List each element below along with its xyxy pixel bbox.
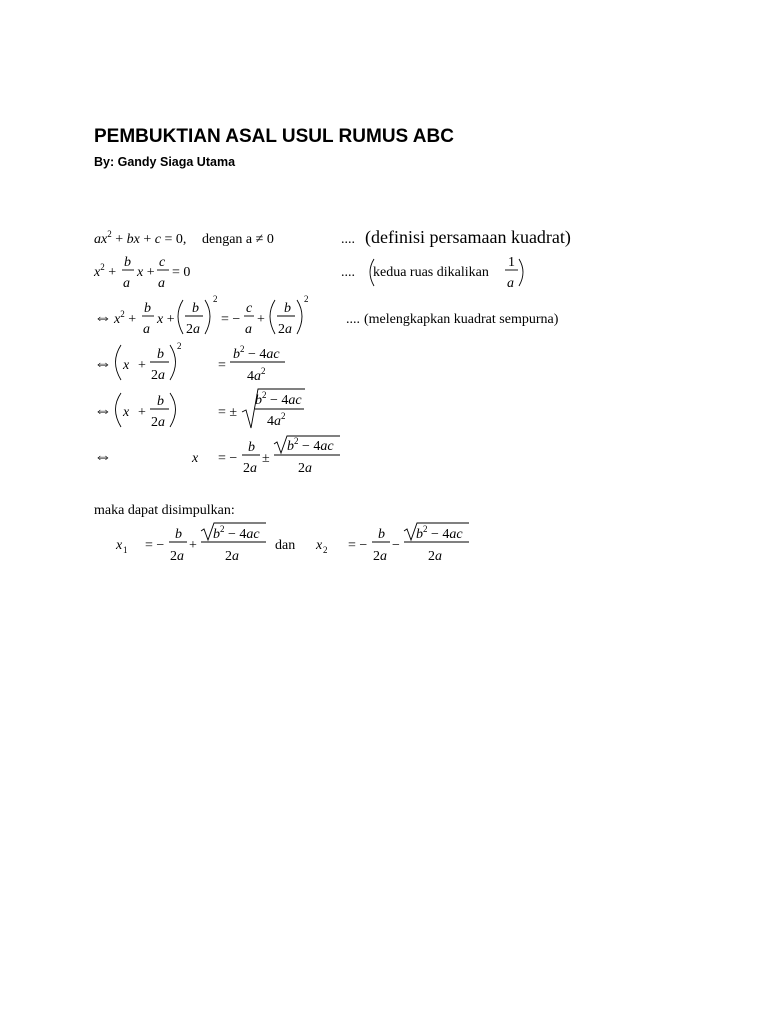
svg-text:b: b	[144, 301, 151, 316]
note-definisi: (definisi persamaan kuadrat)	[365, 227, 571, 247]
svg-text:2: 2	[323, 545, 328, 555]
svg-text:x: x	[116, 538, 123, 553]
svg-text:a: a	[143, 322, 150, 337]
svg-text:x: x	[192, 451, 199, 466]
dengan-condition: dengan a ≠ 0	[202, 232, 274, 247]
note-kedua-ruas: kedua ruas dikalikan	[373, 265, 489, 280]
svg-text:= 0: = 0	[172, 265, 191, 280]
svg-text:b: b	[284, 301, 291, 316]
svg-text:2a: 2a	[428, 549, 442, 564]
svg-text:= −: = −	[218, 451, 238, 466]
svg-text:x +: x +	[157, 312, 175, 327]
svg-text:2: 2	[177, 341, 182, 351]
svg-text:= −: = −	[348, 538, 368, 553]
svg-text:−: −	[392, 538, 400, 553]
svg-text:a: a	[123, 276, 130, 291]
svg-text:2a: 2a	[373, 549, 387, 564]
note-dots-2: ....	[341, 265, 355, 280]
note-dots-3: ....	[346, 312, 360, 327]
svg-text:b2 − 4ac: $b^2 - 4ac$	[255, 390, 302, 408]
svg-text:2a: 2a	[278, 322, 292, 337]
svg-text:a: a	[158, 276, 165, 291]
svg-text:b: b	[192, 301, 199, 316]
equation-line-2	[93, 255, 523, 291]
svg-text:2a: 2a	[170, 549, 184, 564]
svg-text:1: 1	[123, 545, 128, 555]
svg-text:b: b	[157, 394, 164, 409]
svg-text:+: +	[257, 312, 265, 327]
svg-text:x: x	[123, 358, 130, 373]
svg-text:4a2: $4a^2$	[267, 411, 286, 429]
svg-text:x: x	[316, 538, 323, 553]
svg-text:+: +	[138, 405, 146, 420]
svg-text:2: 2	[213, 294, 218, 304]
svg-text:x2 +: $x^2$ +	[94, 262, 117, 280]
equation-line-3	[94, 294, 559, 337]
svg-text:a: a	[507, 276, 514, 291]
svg-text:⇔: ⇔	[94, 446, 112, 466]
svg-text:x: x	[123, 405, 130, 420]
note-melengkapkan: (melengkapkan kuadrat sempurna)	[364, 312, 559, 327]
svg-text:2: 2	[304, 294, 309, 304]
note-dots-1: ....	[341, 232, 355, 247]
svg-text:b: b	[157, 347, 164, 362]
equation-line-4	[94, 341, 285, 384]
svg-text:⇔: ⇔	[94, 353, 112, 373]
svg-text:b2 − 4ac: $b^2 - 4ac$	[416, 524, 463, 542]
svg-text:a: a	[245, 322, 252, 337]
final-formula-x1	[115, 523, 266, 564]
svg-text:2a: 2a	[225, 549, 239, 564]
svg-text:b2 − 4ac: $b^2 - 4ac$	[233, 344, 280, 362]
svg-text:x +: x +	[137, 265, 155, 280]
svg-text:b2 − 4ac: $b^2 - 4ac$	[287, 436, 334, 454]
svg-text:b: b	[175, 527, 182, 542]
document-byline: By: Gandy Siaga Utama	[94, 155, 236, 169]
svg-text:ax2 + bx + c = 0,: $ax^2$ + bx + c = 0,	[94, 229, 187, 247]
svg-text:±: ±	[262, 451, 270, 466]
svg-text:=: =	[218, 358, 226, 373]
final-formula-x2	[315, 523, 469, 564]
svg-text:1: 1	[508, 255, 515, 270]
svg-text:b2 − 4ac: $b^2 - 4ac$	[213, 524, 260, 542]
svg-text:2a: 2a	[243, 461, 257, 476]
equation-line-6	[94, 436, 340, 476]
svg-text:⇔: ⇔	[94, 400, 112, 420]
svg-text:= −: = −	[221, 312, 241, 327]
svg-text:= −: = −	[145, 538, 165, 553]
svg-text:= ±: = ±	[218, 405, 238, 420]
svg-text:c: c	[159, 255, 166, 270]
svg-text:+: +	[189, 538, 197, 553]
svg-text:+: +	[138, 358, 146, 373]
svg-text:2a: 2a	[151, 368, 165, 383]
equation-line-5	[94, 389, 305, 430]
svg-text:b: b	[248, 440, 255, 455]
dan-connector: dan	[275, 538, 296, 553]
svg-text:c: c	[246, 301, 253, 316]
svg-text:2a: 2a	[151, 415, 165, 430]
equation-line-1	[94, 227, 571, 248]
document-title: PEMBUKTIAN ASAL USUL RUMUS ABC	[94, 126, 454, 147]
svg-text:b: b	[378, 527, 385, 542]
svg-text:x2 +: $x^2$ +	[114, 309, 137, 327]
svg-text:b: b	[124, 255, 131, 270]
svg-text:⇔: ⇔	[94, 307, 112, 327]
conclusion-label: maka dapat disimpulkan:	[94, 503, 235, 518]
svg-text:4a2: $4a^2$	[247, 366, 266, 384]
svg-text:2a: 2a	[298, 461, 312, 476]
svg-text:2a: 2a	[186, 322, 200, 337]
